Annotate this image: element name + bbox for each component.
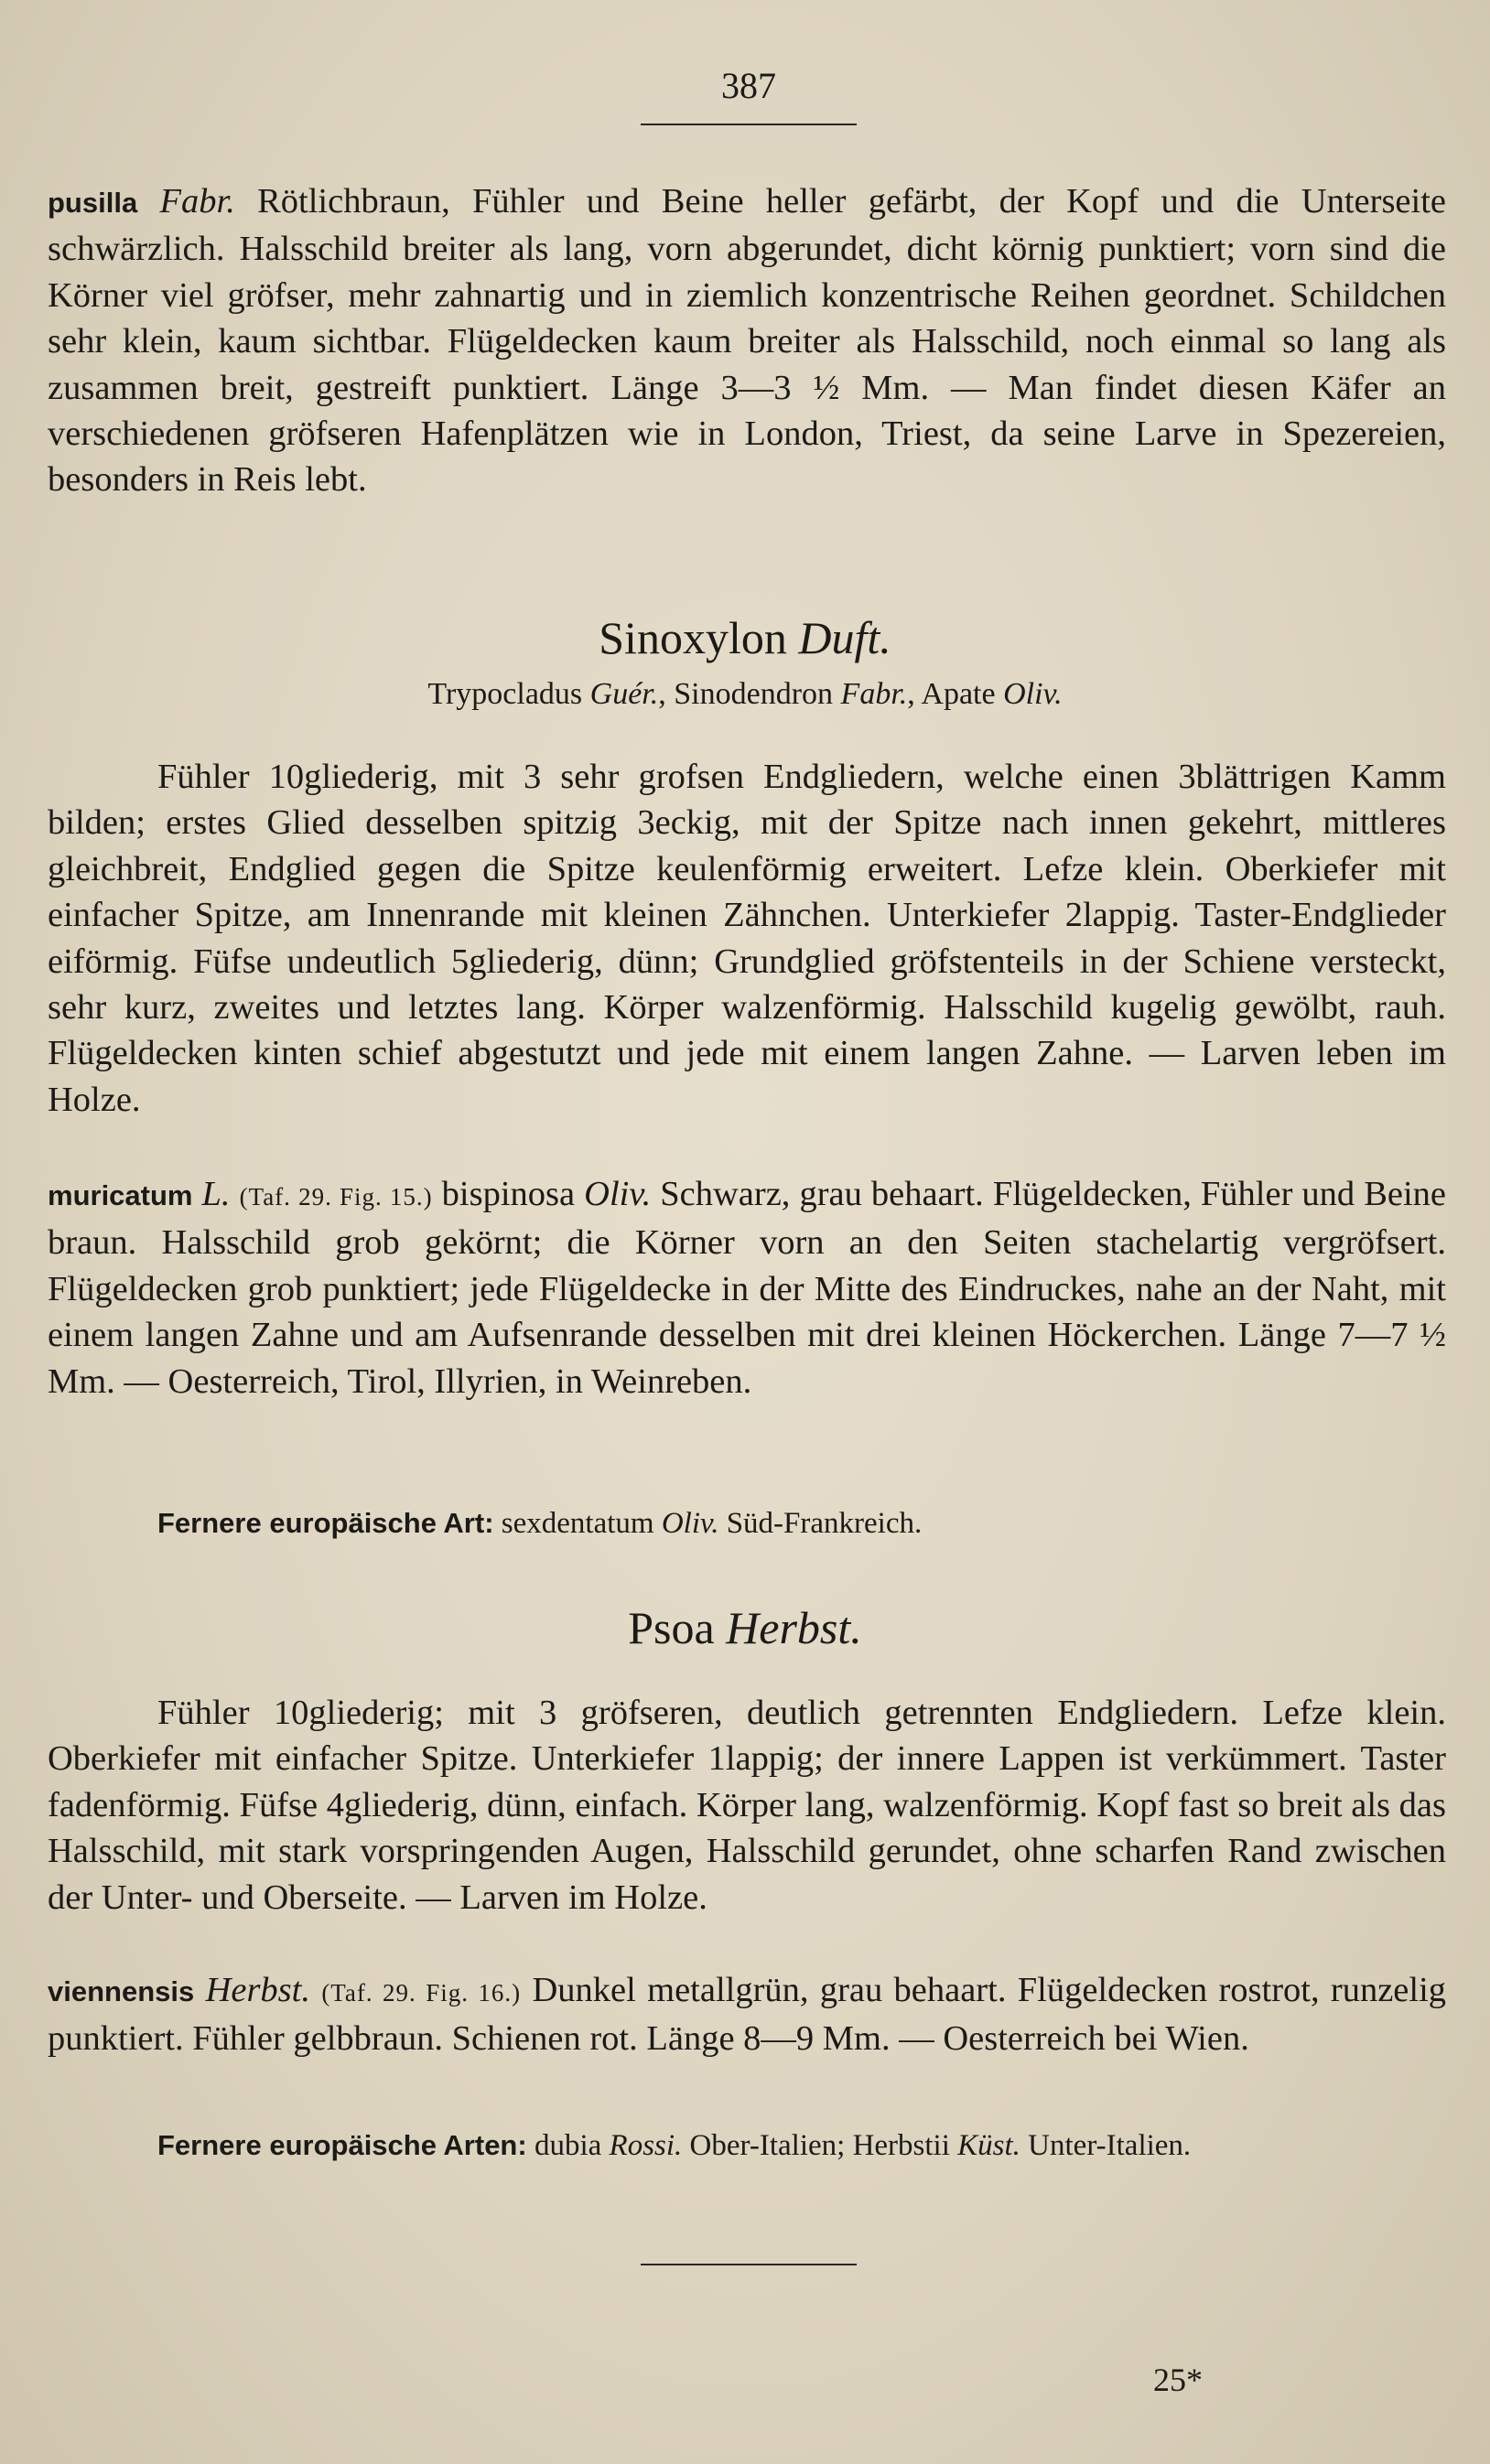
synonym-author: Oliv.: [584, 1175, 652, 1213]
genus-description-sinoxylon: Fühler 10gliederig, mit 3 sehr grofsen Endgliedern, welche einen 3blättrigen Kamm bilden; erstes Glied desselben spitzig 3eckig, mit der Spitze nach innen gekehrt, mittleres gleichbreit, Endglied gegen die Spitze keulenförmig erweitert. Lefze klein. Oberkiefer mit einfacher Spitze, am Innenrande mit kleinen Zähnchen. Unterkiefer 2lappig. Taster-Endglieder eiförmig. Füfse undeutlich 5gliederig, dünn; Grundglied gröfstenteils in der Schiene versteckt, sehr kurz, zweites und letztes lang. Körper walzenförmig. Halsschild kugelig gewölbt, rauh. Flügeldecken kinten schief abgestutzt und jede mit einem langen Zahne. — Larven leben im Holze.: [48, 758, 1446, 1119]
entry-muricatum: [48, 1171, 1446, 1404]
genus-author: Duft.: [798, 612, 891, 663]
page-number: 387: [721, 65, 776, 106]
further-species-sinoxylon: [48, 1501, 1446, 1546]
species-description: Rötlichbraun, Fühler und Beine heller gefärbt, der Kopf und die Unterseite schwärzlich. Halsschild breiter als lang, vorn abgerundet, dicht körnig punktiert; vorn sind die Körner viel gröfser, mehr zahnartig und in ziemlich konzentrische Reihen geordnet. Schildchen sehr klein, kaum sichtbar. Flügeldecken kaum breiter als Halsschild, noch einmal so lang als zusammen breit, gestreift punktiert. Länge 3—3 ½ Mm. — Man findet diesen Käfer an verschiedenen gröfseren Hafenplätzen wie in London, Triest, da seine Larve in Spezereien, besonders in Reis lebt.: [48, 182, 1446, 500]
synonym-separator: ,: [907, 677, 922, 711]
species-name: muricatum: [48, 1179, 193, 1211]
synonym-author: Fabr.: [840, 677, 908, 711]
plate-reference: (Taf. 29. Fig. 15.): [239, 1183, 433, 1210]
species-name: pusilla: [48, 187, 138, 219]
species-description: Schwarz, grau behaart. Flügeldecken, Fühler und Beine braun. Halsschild grob gekörnt; die Körner vorn an den Seiten stachelartig vergröfsert. Flügeldecken grob punktiert; jede Flügeldecke in der Mitte des Eindruckes, nahe an der Naht, mit einem langen Zahne und am Aufsenrande desselben mit drei kleinen Höckerchen. Länge 7—7 ½ Mm. — Oesterreich, Tirol, Illyrien, in Weinreben.: [48, 1175, 1447, 1401]
further-species-psoa: [48, 2123, 1446, 2168]
synonym-author: Oliv.: [1003, 677, 1063, 711]
further-species-region: Ober-Italien;: [689, 2129, 846, 2162]
species-author: Herbst.: [205, 1971, 310, 2009]
species-name: viennensis: [48, 1975, 195, 2007]
species-author: L.: [201, 1175, 231, 1213]
signature-mark: 25*: [1153, 2362, 1203, 2398]
entry-viennensis: [48, 1967, 1446, 2062]
header-rule: [641, 124, 857, 125]
genus-heading-sinoxylon: [0, 611, 1490, 664]
further-species-author: Küst.: [957, 2129, 1020, 2162]
entry-pusilla: [48, 178, 1446, 503]
further-species-name: Herbstii: [852, 2129, 950, 2162]
further-species-region: Unter-Italien.: [1028, 2129, 1192, 2162]
genus-name: Psoa: [628, 1602, 715, 1653]
further-species-label: Fernere europäische Art:: [157, 1507, 494, 1539]
genus-heading-psoa: [0, 1601, 1490, 1654]
synonym-name: Apate: [921, 677, 996, 711]
further-species-region: Süd-Frankreich.: [726, 1507, 923, 1540]
species-description: Dunkel metallgrün, grau behaart. Flügeldecken rostrot, runzelig punktiert. Fühler gelbbraun. Schienen rot. Länge 8—9 Mm. — Oesterreich bei Wien.: [48, 1971, 1447, 2059]
genus-author: Herbst.: [726, 1602, 862, 1653]
synonym-separator: ,: [658, 677, 675, 711]
further-species-label: Fernere europäische Arten:: [157, 2129, 527, 2161]
genus-synonyms: [0, 677, 1490, 712]
species-author: Fabr.: [159, 182, 235, 221]
further-species-name: sexdentatum: [501, 1507, 654, 1540]
further-species-name: dubia: [534, 2129, 602, 2162]
further-species-author: Rossi.: [609, 2129, 683, 2162]
plate-reference: (Taf. 29. Fig. 16.): [321, 1979, 522, 2007]
synonym-name: Trypocladus: [427, 677, 583, 711]
synonym-author: Guér.: [589, 677, 659, 711]
genus-name: Sinoxylon: [599, 612, 787, 663]
genus-description-psoa: Fühler 10gliederig; mit 3 gröfseren, deutlich getrennten Endgliedern. Lefze klein. Oberkiefer mit einfacher Spitze. Unterkiefer 1lappig; der innere Lappen ist verkümmert. Taster fadenförmig. Füfse 4gliederig, dünn, einfach. Körper lang, walzenförmig. Kopf fast so breit als das Halsschild, mit stark vorspringenden Augen, Halsschild gerundet, ohne scharfen Rand zwischen der Unter- und Oberseite. — Larven im Holze.: [48, 1694, 1446, 1917]
further-species-author: Oliv.: [661, 1507, 719, 1540]
footer-rule: [641, 2264, 857, 2265]
synonym-name: Sinodendron: [674, 677, 834, 711]
synonym-name: bispinosa: [441, 1175, 576, 1213]
